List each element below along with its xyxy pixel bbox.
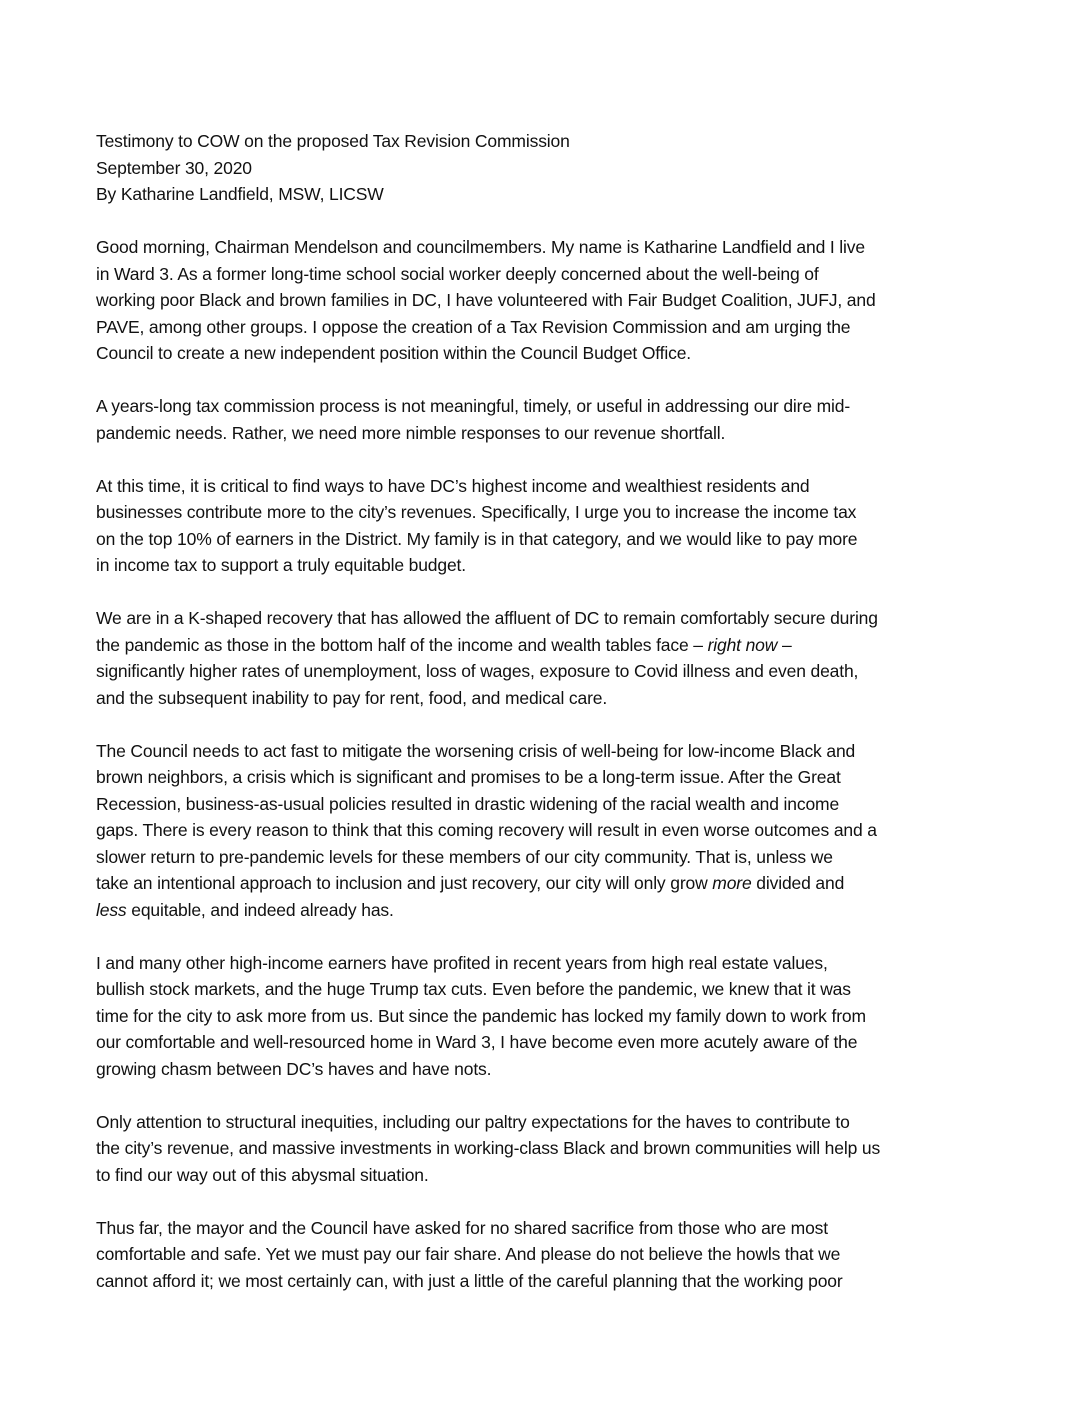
document-title: Testimony to COW on the proposed Tax Revision Commission — [96, 131, 570, 151]
text-line: Thus far, the mayor and the Council have asked for no shared sacrifice from those who are most — [96, 1217, 828, 1238]
text-line: businesses contribute more to the city’s revenues. Specifically, I urge you to increase the income tax — [96, 502, 857, 522]
emphasis-text: right now — [707, 634, 778, 655]
text-line: Good morning, Chairman Mendelson and councilmembers. My name is Katharine Landfield and I live — [96, 237, 865, 257]
text-line: Recession, business-as-usual policies resulted in drastic widening of the racial wealth and income — [96, 793, 840, 814]
paragraph — [96, 738, 1001, 924]
text-line: our comfortable and well-resourced home in Ward 3, I have become even more acutely aware of the — [96, 1032, 858, 1052]
text-line: gaps. There is every reason to think that this coming recovery will result in even worse outcomes and a — [96, 820, 877, 840]
text-line: bullish stock markets, and the huge Trump tax cuts. Even before the pandemic, we knew that it was — [96, 979, 851, 999]
text-line: to find our way out of this abysmal situation. — [96, 1164, 429, 1185]
text-line: brown neighbors, a crisis which is significant and promises to be a long-term issue. After the Great — [96, 767, 841, 787]
text-line: and the subsequent inability to pay for rent, food, and medical care. — [96, 687, 608, 708]
document-author: By Katharine Landfield, MSW, LICSW — [96, 184, 384, 204]
text-segment: equitable, and indeed already has. — [131, 899, 394, 920]
text-line: in Ward 3. As a former long-time school social worker deeply concerned about the well-being of — [96, 263, 819, 284]
text-line: Council to create a new independent position within the Council Budget Office. — [96, 343, 692, 363]
text-line: We are in a K-shaped recovery that has allowed the affluent of DC to remain comfortably secure during — [96, 608, 878, 628]
text-line — [96, 632, 1001, 659]
text-line: in income tax to support a truly equitable budget. — [96, 555, 466, 575]
text-line: comfortable and safe. Yet we must pay our fair share. And please do not believe the howls that we — [96, 1244, 841, 1264]
document-date: September 30, 2020 — [96, 157, 252, 178]
text-line: A years-long tax commission process is not meaningful, timely, or useful in addressing our dire mid- — [96, 396, 851, 416]
text-line: slower return to pre-pandemic levels for these members of our city community. That is, unless we — [96, 846, 833, 867]
paragraph — [96, 393, 1001, 446]
emphasis-text: less — [96, 899, 127, 920]
paragraph — [96, 234, 1001, 367]
text-line: the city’s revenue, and massive investments in working-class Black and brown communities will help us — [96, 1138, 881, 1158]
paragraph — [96, 605, 1001, 711]
text-line: significantly higher rates of unemployment, loss of wages, exposure to Covid illness and even death, — [96, 661, 859, 681]
text-segment: the pandemic as those in the bottom half of the income and wealth tables face – — [96, 634, 703, 655]
text-line: time for the city to ask more from us. But since the pandemic has locked my family down to work from — [96, 1005, 866, 1026]
document-body — [96, 128, 1001, 1294]
text-line: At this time, it is critical to find ways to have DC’s highest income and wealthiest residents and — [96, 475, 810, 496]
text-line — [96, 870, 1001, 897]
text-line: working poor Black and brown families in DC, I have volunteered with Fair Budget Coalition, JUFJ, and — [96, 290, 876, 310]
text-line: PAVE, among other groups. I oppose the creation of a Tax Revision Commission and am urging the — [96, 316, 851, 337]
text-segment: – — [777, 634, 792, 655]
paragraph — [96, 950, 1001, 1083]
paragraph — [96, 473, 1001, 579]
paragraph — [96, 1215, 1001, 1295]
text-segment: take an intentional approach to inclusion and just recovery, our city will only grow — [96, 873, 708, 893]
text-line: I and many other high-income earners have profited in recent years from high real estate values, — [96, 952, 828, 973]
text-line: on the top 10% of earners in the District. My family is in that category, and we would like to pay more — [96, 528, 858, 549]
paragraph — [96, 1109, 1001, 1189]
text-line: pandemic needs. Rather, we need more nimble responses to our revenue shortfall. — [96, 422, 726, 443]
text-line: Only attention to structural inequities, including our paltry expectations for the haves to contribute to — [96, 1111, 850, 1132]
text-line — [96, 897, 1001, 924]
text-line: The Council needs to act fast to mitigate the worsening crisis of well-being for low-income Black and — [96, 740, 856, 761]
text-line: cannot afford it; we most certainly can, with just a little of the careful planning that the working poor — [96, 1270, 843, 1291]
text-segment: divided and — [751, 873, 845, 893]
text-line: growing chasm between DC’s haves and have nots. — [96, 1058, 492, 1079]
emphasis-text: more — [712, 873, 752, 893]
document-header — [96, 128, 1001, 208]
